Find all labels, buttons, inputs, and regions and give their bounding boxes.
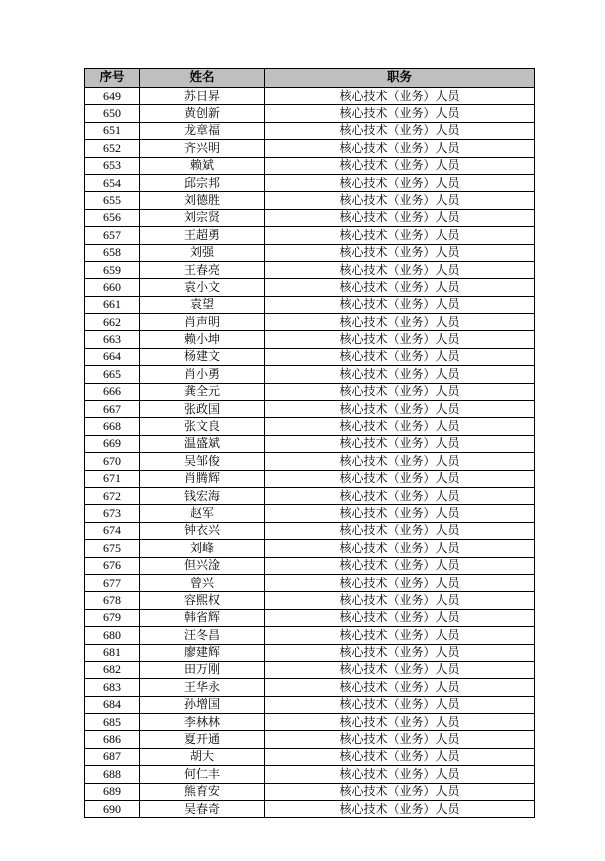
table-row bbox=[85, 505, 535, 522]
title-cell: 核心技术（业务）人员 bbox=[265, 209, 535, 226]
name-cell: 孙增国 bbox=[140, 696, 265, 713]
table-row bbox=[85, 714, 535, 731]
name-cell: 容熙权 bbox=[140, 592, 265, 609]
name-cell: 肖小勇 bbox=[140, 366, 265, 383]
serial-cell: 666 bbox=[85, 383, 140, 400]
serial-cell: 672 bbox=[85, 487, 140, 504]
title-cell: 核心技术（业务）人员 bbox=[265, 696, 535, 713]
serial-cell: 660 bbox=[85, 279, 140, 296]
table-row bbox=[85, 174, 535, 191]
name-cell: 赵军 bbox=[140, 505, 265, 522]
table-row bbox=[85, 383, 535, 400]
table-row bbox=[85, 696, 535, 713]
serial-cell: 667 bbox=[85, 401, 140, 418]
name-cell: 龙章福 bbox=[140, 122, 265, 139]
title-cell: 核心技术（业务）人员 bbox=[265, 609, 535, 626]
serial-cell: 685 bbox=[85, 714, 140, 731]
column-header-no: 序号 bbox=[85, 69, 140, 88]
name-cell: 熊育安 bbox=[140, 783, 265, 800]
serial-cell: 686 bbox=[85, 731, 140, 748]
table-row bbox=[85, 679, 535, 696]
title-cell: 核心技术（业务）人员 bbox=[265, 540, 535, 557]
header-row bbox=[85, 69, 535, 88]
title-cell: 核心技术（业务）人员 bbox=[265, 157, 535, 174]
name-cell: 苏日昇 bbox=[140, 88, 265, 105]
name-cell: 张政国 bbox=[140, 401, 265, 418]
title-cell: 核心技术（业务）人员 bbox=[265, 296, 535, 313]
table-row bbox=[85, 574, 535, 591]
serial-cell: 658 bbox=[85, 244, 140, 261]
title-cell: 核心技术（业务）人员 bbox=[265, 105, 535, 122]
name-cell: 齐兴明 bbox=[140, 140, 265, 157]
title-cell: 核心技术（业务）人员 bbox=[265, 748, 535, 765]
serial-cell: 661 bbox=[85, 296, 140, 313]
name-cell: 田万刚 bbox=[140, 661, 265, 678]
name-cell: 吴春奇 bbox=[140, 801, 265, 818]
title-cell: 核心技术（业务）人员 bbox=[265, 470, 535, 487]
title-cell: 核心技术（业务）人员 bbox=[265, 383, 535, 400]
table-row bbox=[85, 661, 535, 678]
personnel-table bbox=[84, 68, 535, 818]
table-row bbox=[85, 644, 535, 661]
title-cell: 核心技术（业务）人员 bbox=[265, 401, 535, 418]
name-cell: 何仁丰 bbox=[140, 766, 265, 783]
name-cell: 肖声明 bbox=[140, 314, 265, 331]
name-cell: 廖建辉 bbox=[140, 644, 265, 661]
name-cell: 刘峰 bbox=[140, 540, 265, 557]
table-row bbox=[85, 609, 535, 626]
name-cell: 龚全元 bbox=[140, 383, 265, 400]
table-row bbox=[85, 105, 535, 122]
title-cell: 核心技术（业务）人员 bbox=[265, 783, 535, 800]
name-cell: 刘宗贤 bbox=[140, 209, 265, 226]
table-row bbox=[85, 801, 535, 818]
name-cell: 王超勇 bbox=[140, 227, 265, 244]
name-cell: 黄创新 bbox=[140, 105, 265, 122]
title-cell: 核心技术（业务）人员 bbox=[265, 592, 535, 609]
title-cell: 核心技术（业务）人员 bbox=[265, 366, 535, 383]
name-cell: 胡大 bbox=[140, 748, 265, 765]
serial-cell: 655 bbox=[85, 192, 140, 209]
table-row bbox=[85, 470, 535, 487]
table-row bbox=[85, 783, 535, 800]
name-cell: 赖斌 bbox=[140, 157, 265, 174]
serial-cell: 654 bbox=[85, 174, 140, 191]
serial-cell: 668 bbox=[85, 418, 140, 435]
column-header-name: 姓名 bbox=[140, 69, 265, 88]
title-cell: 核心技术（业务）人员 bbox=[265, 627, 535, 644]
serial-cell: 677 bbox=[85, 574, 140, 591]
title-cell: 核心技术（业务）人员 bbox=[265, 192, 535, 209]
table-row bbox=[85, 627, 535, 644]
serial-cell: 669 bbox=[85, 435, 140, 452]
serial-cell: 679 bbox=[85, 609, 140, 626]
name-cell: 刘强 bbox=[140, 244, 265, 261]
table-header bbox=[85, 69, 535, 88]
serial-cell: 687 bbox=[85, 748, 140, 765]
table-row bbox=[85, 540, 535, 557]
serial-cell: 681 bbox=[85, 644, 140, 661]
table-row bbox=[85, 366, 535, 383]
title-cell: 核心技术（业务）人员 bbox=[265, 140, 535, 157]
serial-cell: 670 bbox=[85, 453, 140, 470]
title-cell: 核心技术（业务）人员 bbox=[265, 122, 535, 139]
title-cell: 核心技术（业务）人员 bbox=[265, 279, 535, 296]
table-body bbox=[85, 88, 535, 818]
table-row bbox=[85, 209, 535, 226]
name-cell: 赖小坤 bbox=[140, 331, 265, 348]
serial-cell: 651 bbox=[85, 122, 140, 139]
name-cell: 肖腾辉 bbox=[140, 470, 265, 487]
serial-cell: 674 bbox=[85, 522, 140, 539]
table-row bbox=[85, 401, 535, 418]
name-cell: 张文良 bbox=[140, 418, 265, 435]
title-cell: 核心技术（业务）人员 bbox=[265, 261, 535, 278]
table-row bbox=[85, 140, 535, 157]
title-cell: 核心技术（业务）人员 bbox=[265, 244, 535, 261]
table-row bbox=[85, 435, 535, 452]
title-cell: 核心技术（业务）人员 bbox=[265, 557, 535, 574]
table-row bbox=[85, 88, 535, 105]
title-cell: 核心技术（业务）人员 bbox=[265, 679, 535, 696]
table-row bbox=[85, 748, 535, 765]
name-cell: 王华永 bbox=[140, 679, 265, 696]
name-cell: 曾兴 bbox=[140, 574, 265, 591]
name-cell: 温盛斌 bbox=[140, 435, 265, 452]
name-cell: 夏开通 bbox=[140, 731, 265, 748]
name-cell: 韩省辉 bbox=[140, 609, 265, 626]
title-cell: 核心技术（业务）人员 bbox=[265, 714, 535, 731]
title-cell: 核心技术（业务）人员 bbox=[265, 766, 535, 783]
serial-cell: 652 bbox=[85, 140, 140, 157]
serial-cell: 683 bbox=[85, 679, 140, 696]
name-cell: 钱宏海 bbox=[140, 487, 265, 504]
name-cell: 王春亮 bbox=[140, 261, 265, 278]
title-cell: 核心技术（业务）人员 bbox=[265, 418, 535, 435]
serial-cell: 671 bbox=[85, 470, 140, 487]
table-row bbox=[85, 557, 535, 574]
column-header-title: 职务 bbox=[265, 69, 535, 88]
name-cell: 袁望 bbox=[140, 296, 265, 313]
serial-cell: 665 bbox=[85, 366, 140, 383]
table-row bbox=[85, 244, 535, 261]
table-row bbox=[85, 592, 535, 609]
serial-cell: 664 bbox=[85, 348, 140, 365]
title-cell: 核心技术（业务）人员 bbox=[265, 88, 535, 105]
title-cell: 核心技术（业务）人员 bbox=[265, 487, 535, 504]
serial-cell: 659 bbox=[85, 261, 140, 278]
serial-cell: 678 bbox=[85, 592, 140, 609]
table-row bbox=[85, 522, 535, 539]
title-cell: 核心技术（业务）人员 bbox=[265, 314, 535, 331]
serial-cell: 682 bbox=[85, 661, 140, 678]
table-row bbox=[85, 731, 535, 748]
table-row bbox=[85, 157, 535, 174]
serial-cell: 680 bbox=[85, 627, 140, 644]
serial-cell: 649 bbox=[85, 88, 140, 105]
serial-cell: 650 bbox=[85, 105, 140, 122]
name-cell: 刘德胜 bbox=[140, 192, 265, 209]
serial-cell: 684 bbox=[85, 696, 140, 713]
serial-cell: 688 bbox=[85, 766, 140, 783]
title-cell: 核心技术（业务）人员 bbox=[265, 453, 535, 470]
table-row bbox=[85, 453, 535, 470]
name-cell: 袁小文 bbox=[140, 279, 265, 296]
serial-cell: 663 bbox=[85, 331, 140, 348]
table-row bbox=[85, 122, 535, 139]
table-row bbox=[85, 192, 535, 209]
table-row bbox=[85, 487, 535, 504]
name-cell: 吴邹俊 bbox=[140, 453, 265, 470]
table-row bbox=[85, 331, 535, 348]
title-cell: 核心技术（业务）人员 bbox=[265, 731, 535, 748]
serial-cell: 689 bbox=[85, 783, 140, 800]
title-cell: 核心技术（业务）人员 bbox=[265, 348, 535, 365]
serial-cell: 675 bbox=[85, 540, 140, 557]
title-cell: 核心技术（业务）人员 bbox=[265, 505, 535, 522]
serial-cell: 657 bbox=[85, 227, 140, 244]
name-cell: 杨建文 bbox=[140, 348, 265, 365]
table-row bbox=[85, 348, 535, 365]
title-cell: 核心技术（业务）人员 bbox=[265, 227, 535, 244]
serial-cell: 653 bbox=[85, 157, 140, 174]
serial-cell: 673 bbox=[85, 505, 140, 522]
name-cell: 钟衣兴 bbox=[140, 522, 265, 539]
title-cell: 核心技术（业务）人员 bbox=[265, 522, 535, 539]
name-cell: 但兴淦 bbox=[140, 557, 265, 574]
name-cell: 汪冬昌 bbox=[140, 627, 265, 644]
table-row bbox=[85, 418, 535, 435]
serial-cell: 656 bbox=[85, 209, 140, 226]
table-row bbox=[85, 261, 535, 278]
name-cell: 邱宗邦 bbox=[140, 174, 265, 191]
serial-cell: 690 bbox=[85, 801, 140, 818]
table-row bbox=[85, 227, 535, 244]
title-cell: 核心技术（业务）人员 bbox=[265, 435, 535, 452]
title-cell: 核心技术（业务）人员 bbox=[265, 801, 535, 818]
serial-cell: 676 bbox=[85, 557, 140, 574]
serial-cell: 662 bbox=[85, 314, 140, 331]
table-row bbox=[85, 766, 535, 783]
title-cell: 核心技术（业务）人员 bbox=[265, 174, 535, 191]
title-cell: 核心技术（业务）人员 bbox=[265, 574, 535, 591]
table-row bbox=[85, 279, 535, 296]
title-cell: 核心技术（业务）人员 bbox=[265, 661, 535, 678]
table-row bbox=[85, 314, 535, 331]
table-row bbox=[85, 296, 535, 313]
title-cell: 核心技术（业务）人员 bbox=[265, 644, 535, 661]
name-cell: 李林林 bbox=[140, 714, 265, 731]
title-cell: 核心技术（业务）人员 bbox=[265, 331, 535, 348]
